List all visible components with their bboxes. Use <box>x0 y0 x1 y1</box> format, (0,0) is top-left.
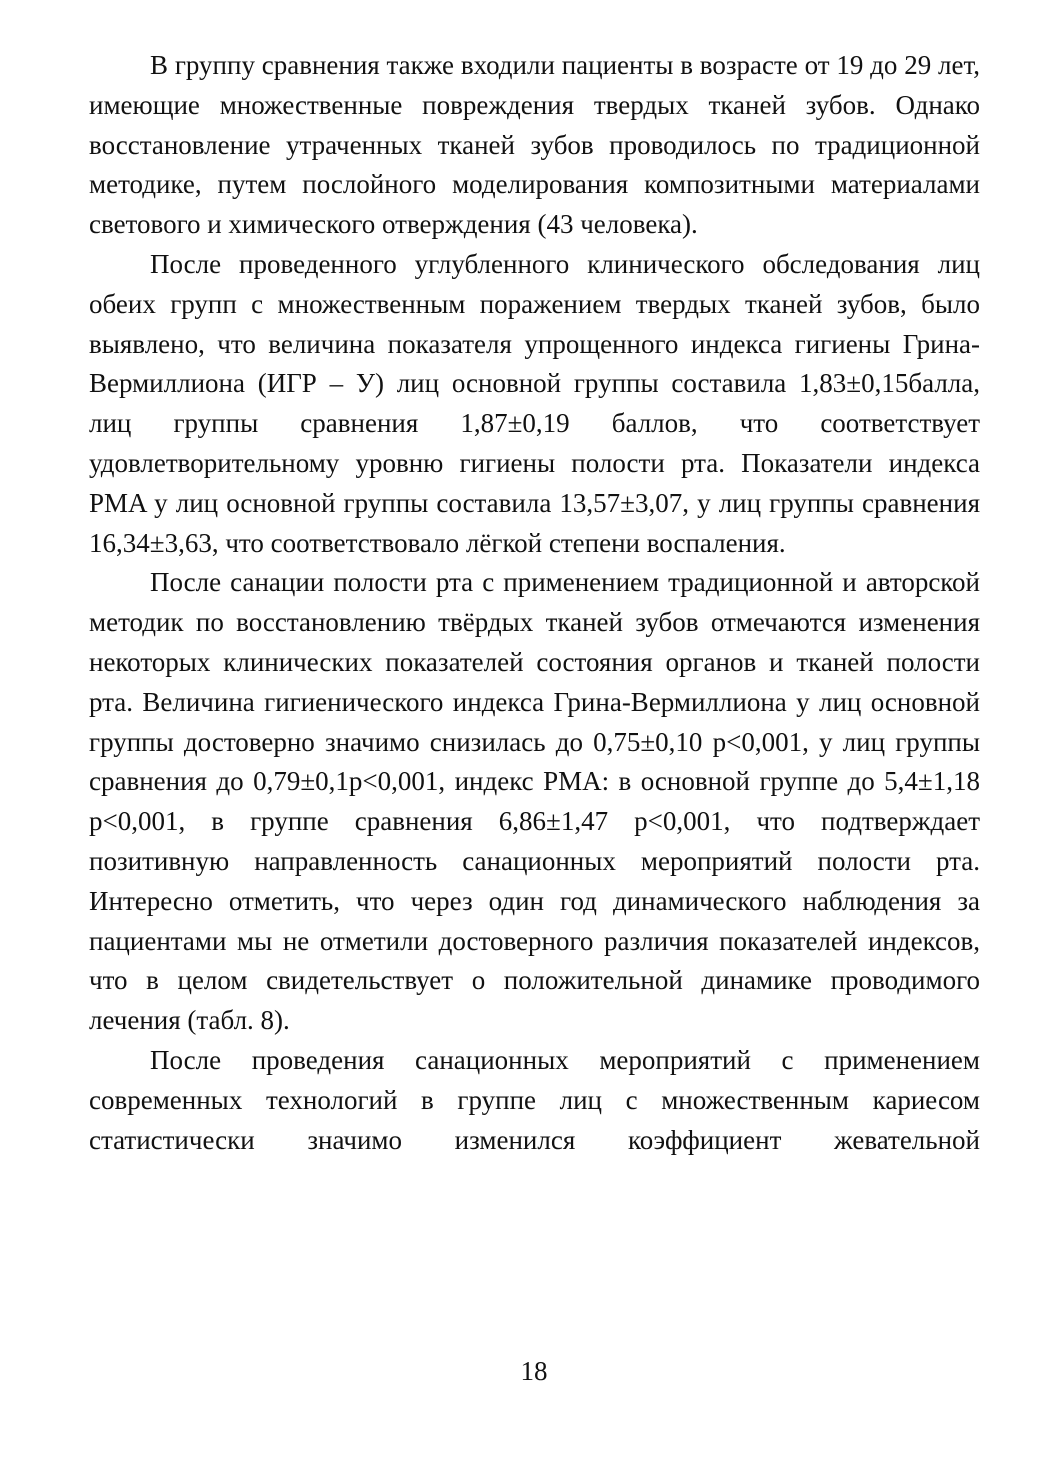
page-body <box>89 46 980 1160</box>
paragraph-comparison-group: В группу сравнения также входили пациенты в возрасте от 19 до 29 лет, имеющие множественные повреждения твердых тканей зубов. Однако восстановление утраченных тканей зубов проводилось по традиционной методике, путем послойного моделирования композитными материалами светового и химического отверждения (43 человека). <box>89 50 980 240</box>
page-number: 18 <box>520 1356 548 1386</box>
paragraph-hygiene-index-results: После проведенного углубленного клинического обследования лиц обеих групп с множественным поражением твердых тканей зубов, было выявлено, что величина показателя упрощенного индекса гигиены Грина-Вермиллиона (ИГР – У) лиц основной группы составила 1,83±0,15балла, лиц группы сравнения 1,87±0,19 баллов, что соответствует удовлетворительному уровню гигиены полости рта. Показатели индекса PMA у лиц основной группы составила 13,57±3,07, у лиц группы сравнения 16,34±3,63, что соответствовало лёгкой степени воспаления. <box>89 248 980 558</box>
paragraph-sanitation-results: После санации полости рта с применением традиционной и авторской методик по восстановлению твёрдых тканей зубов отмечаются изменения некоторых клинических показателей состояния органов и тканей полости рта. Величина гигиенического индекса Грина-Вермиллиона у лиц основной группы достоверно значимо снизилась до 0,75±0,10 р<0,001, у лиц группы сравнения до 0,79±0,1р<0,001, индекс РМА: в основной группе до 5,4±1,18 р<0,001, в группе сравнения 6,86±1,47 р<0,001, что подтверждает позитивную направленность санационных мероприятий полости рта. Интересно отметить, что через один год динамического наблюдения за пациентами мы не отметили достоверного различия показателей индексов, что в целом свидетельствует о положительной динамике проводимого лечения (табл. 8). <box>89 567 980 1036</box>
paragraph-chewing-coefficient: После проведения санационных мероприятий с применением современных технологий в группе лиц с множественным кариесом статистически значимо изменился коэффициент жевательной <box>89 1044 980 1155</box>
